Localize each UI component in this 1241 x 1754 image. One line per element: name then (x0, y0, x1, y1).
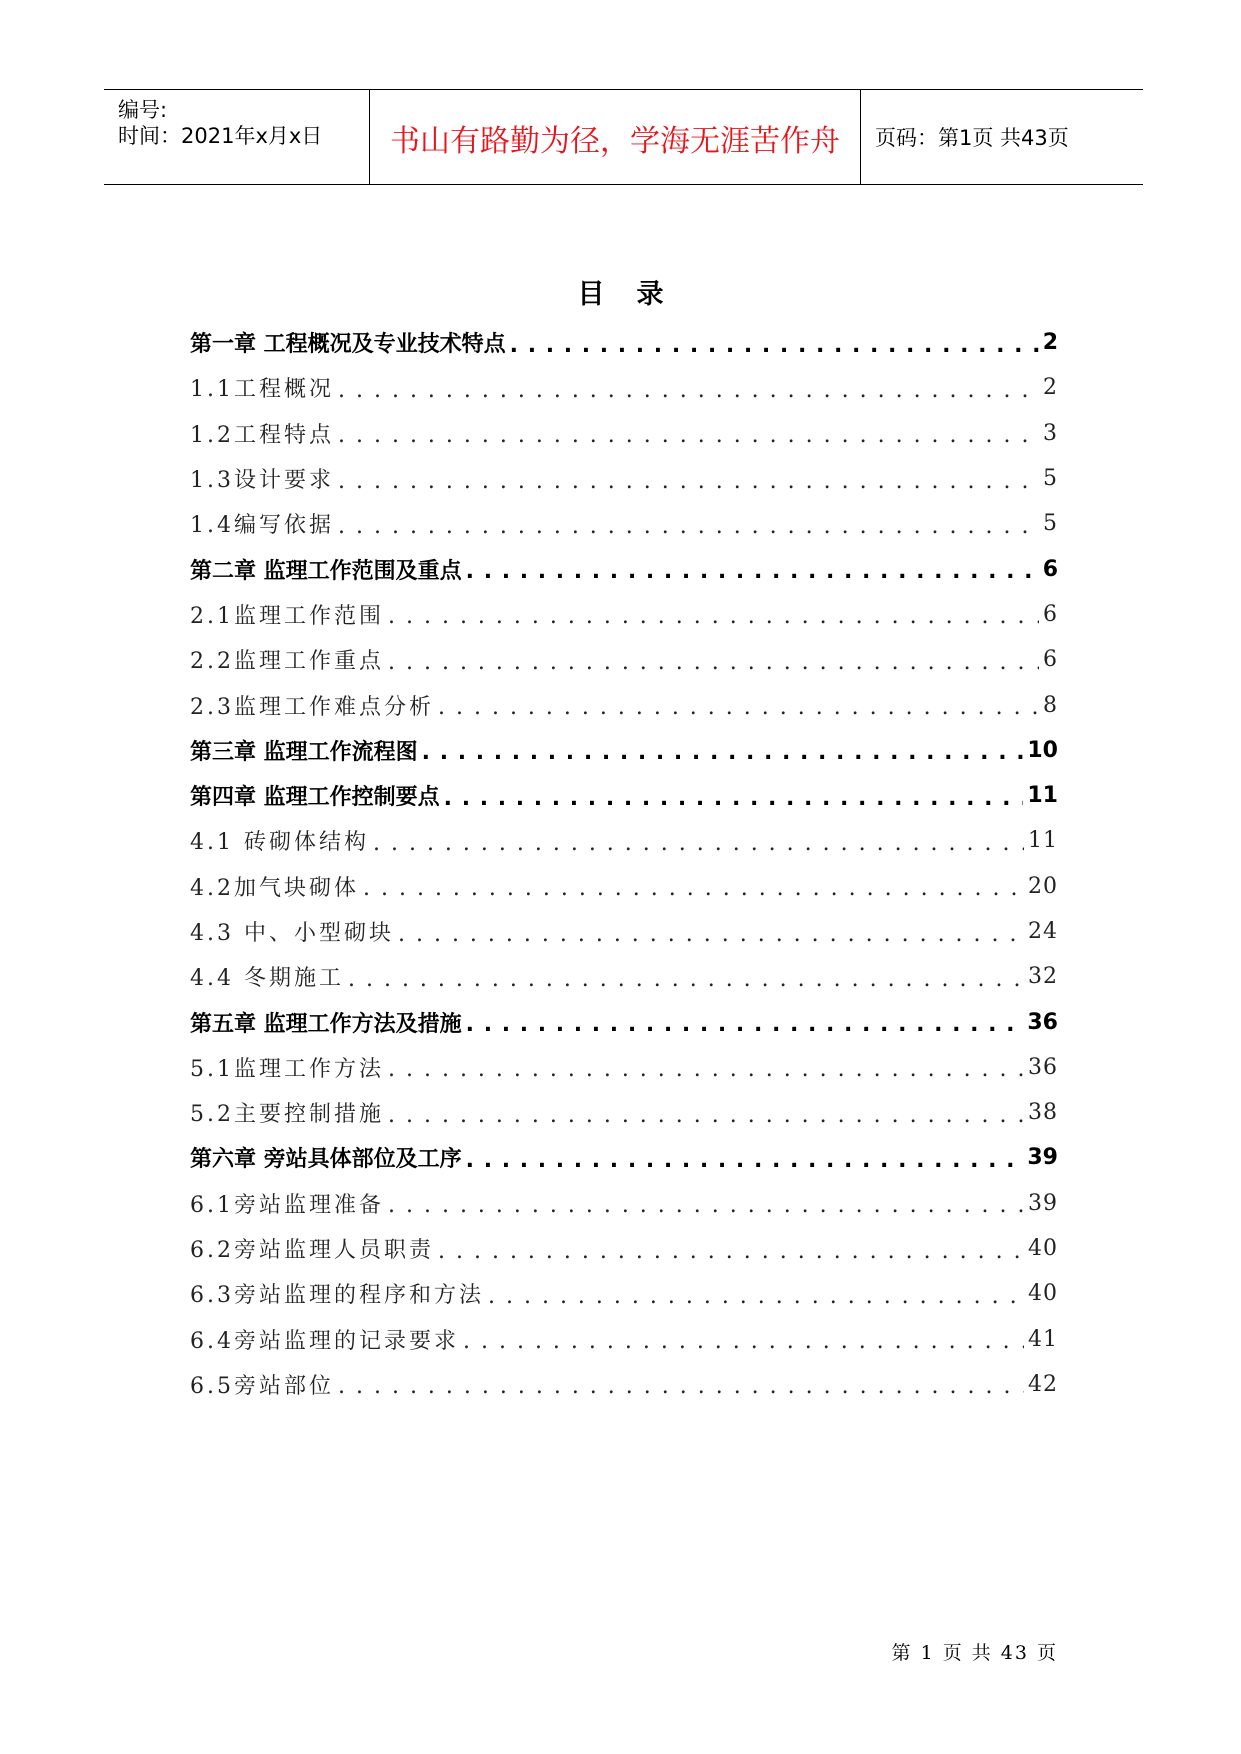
toc-section-entry[interactable] (190, 365, 1058, 410)
toc-chapter-entry[interactable] (190, 1135, 1058, 1180)
toc-entry-page: 6 (1042, 556, 1058, 582)
toc-entry-label: 4.1 砖砌体结构 (190, 830, 369, 856)
toc-entry-page: 40 (1028, 1281, 1058, 1307)
toc-section-entry[interactable] (190, 864, 1058, 909)
serial-label: 编号: (118, 98, 168, 122)
dot-leader (373, 833, 1024, 855)
dot-leader (488, 1286, 1024, 1308)
toc-entry-page: 42 (1028, 1371, 1058, 1397)
toc-entry-label: 5.1监理工作方法 (190, 1056, 384, 1082)
toc-entry-page: 32 (1028, 964, 1058, 990)
toc-entry-page: 36 (1027, 1009, 1058, 1035)
toc-entry-label: 1.1工程概况 (190, 377, 334, 403)
toc-chapter-entry[interactable] (190, 999, 1058, 1044)
toc-entry-page: 2 (1042, 330, 1058, 356)
toc-entry-label: 4.3 中、小型砌块 (190, 921, 394, 946)
dot-leader (438, 1241, 1024, 1263)
header-page-code: 页码：第1页 共43页 (875, 126, 1069, 150)
toc-section-entry[interactable] (190, 909, 1058, 954)
header-motto: 书山有路勤为径，学海无涯苦作舟 (370, 90, 861, 184)
dot-leader (338, 516, 1039, 538)
dot-leader (348, 969, 1024, 991)
toc-entry-label: 4.2加气块砌体 (190, 875, 359, 901)
dot-leader (338, 1376, 1024, 1398)
toc-entry-label: 5.2主要控制措施 (190, 1102, 384, 1128)
toc-section-entry[interactable] (190, 411, 1058, 456)
toc-entry-page: 39 (1028, 1190, 1058, 1216)
dot-leader (422, 742, 1024, 764)
dot-leader (338, 471, 1039, 493)
toc-entry-label: 2.1监理工作范围 (190, 603, 384, 629)
toc-entry-label: 4.4 冬期施工 (190, 966, 344, 992)
toc-entry-label: 6.1旁站监理准备 (190, 1192, 384, 1218)
toc-entry-label: 第四章 监理工作控制要点 (190, 785, 440, 811)
toc-chapter-entry[interactable] (190, 320, 1058, 365)
dot-leader (388, 652, 1039, 674)
toc-entry-label: 第二章 监理工作范围及重点 (190, 558, 462, 584)
toc-entry-page: 6 (1043, 647, 1058, 673)
toc-entry-label: 6.4旁站监理的记录要求 (190, 1328, 459, 1354)
toc-section-entry[interactable] (190, 1271, 1058, 1316)
toc-entry-label: 6.2旁站监理人员职责 (190, 1238, 434, 1264)
toc-section-entry[interactable] (190, 1362, 1058, 1407)
header-meta (104, 90, 370, 184)
toc-entry-page: 39 (1027, 1145, 1058, 1171)
toc-entry-page: 5 (1043, 511, 1058, 537)
toc-entry-page: 36 (1028, 1054, 1058, 1080)
table-of-contents (190, 320, 1058, 1407)
page-header (104, 89, 1143, 185)
dot-leader (398, 924, 1024, 946)
dot-leader (388, 1059, 1024, 1081)
toc-entry-label: 6.5旁站部位 (190, 1373, 334, 1399)
toc-section-entry[interactable] (190, 592, 1058, 637)
toc-section-entry[interactable] (190, 1317, 1058, 1362)
dot-leader (363, 878, 1024, 900)
dot-leader (338, 425, 1039, 447)
toc-title: 目录 (577, 279, 696, 310)
toc-entry-page: 6 (1043, 601, 1058, 627)
dot-leader (444, 788, 1024, 810)
toc-entry-page: 24 (1028, 919, 1058, 944)
dot-leader (463, 1331, 1024, 1353)
toc-chapter-entry[interactable] (190, 773, 1058, 818)
toc-section-entry[interactable] (190, 1045, 1058, 1090)
toc-chapter-entry[interactable] (190, 728, 1058, 773)
toc-entry-page: 41 (1028, 1326, 1058, 1352)
toc-entry-label: 6.3旁站监理的程序和方法 (190, 1283, 484, 1309)
toc-entry-page: 20 (1028, 873, 1058, 899)
toc-section-entry[interactable] (190, 637, 1058, 682)
toc-section-entry[interactable] (190, 1090, 1058, 1135)
toc-entry-label: 2.3监理工作难点分析 (190, 694, 434, 720)
dot-leader (510, 335, 1039, 357)
toc-section-entry[interactable] (190, 818, 1058, 863)
toc-entry-label: 2.2监理工作重点 (190, 649, 384, 675)
toc-entry-page: 2 (1043, 375, 1058, 401)
dot-leader (466, 561, 1039, 583)
dot-leader (388, 1195, 1024, 1217)
toc-entry-label: 1.4编写依据 (190, 513, 334, 539)
toc-section-entry[interactable] (190, 1226, 1058, 1271)
toc-entry-label: 第六章 旁站具体部位及工序 (190, 1147, 462, 1173)
toc-entry-page: 11 (1028, 828, 1058, 854)
toc-section-entry[interactable] (190, 456, 1058, 501)
dot-leader (388, 606, 1039, 628)
dot-leader (466, 1150, 1024, 1172)
dot-leader (438, 697, 1039, 719)
toc-entry-label: 第三章 监理工作流程图 (190, 739, 418, 765)
toc-section-entry[interactable] (190, 501, 1058, 546)
toc-entry-page: 10 (1027, 737, 1058, 763)
toc-entry-page: 11 (1027, 783, 1058, 809)
toc-entry-label: 1.2工程特点 (190, 422, 334, 448)
toc-entry-page: 40 (1028, 1236, 1058, 1262)
dot-leader (338, 380, 1039, 402)
toc-section-entry[interactable] (190, 682, 1058, 727)
toc-chapter-entry[interactable] (190, 546, 1058, 591)
toc-entry-label: 第五章 监理工作方法及措施 (190, 1011, 462, 1037)
date-line: 时间：2021年x月x日 (118, 124, 323, 148)
toc-section-entry[interactable] (190, 954, 1058, 999)
toc-entry-page: 5 (1043, 466, 1058, 492)
toc-entry-page: 8 (1043, 692, 1058, 718)
toc-section-entry[interactable] (190, 1181, 1058, 1226)
dot-leader (388, 1105, 1024, 1127)
toc-entry-label: 第一章 工程概况及专业技术特点 (190, 332, 506, 358)
toc-entry-page: 38 (1028, 1100, 1058, 1126)
dot-leader (466, 1014, 1024, 1036)
toc-entry-label: 1.3设计要求 (190, 468, 334, 494)
toc-entry-page: 3 (1043, 420, 1058, 446)
page-footer: 第 1 页 共 43 页 (891, 1642, 1058, 1664)
